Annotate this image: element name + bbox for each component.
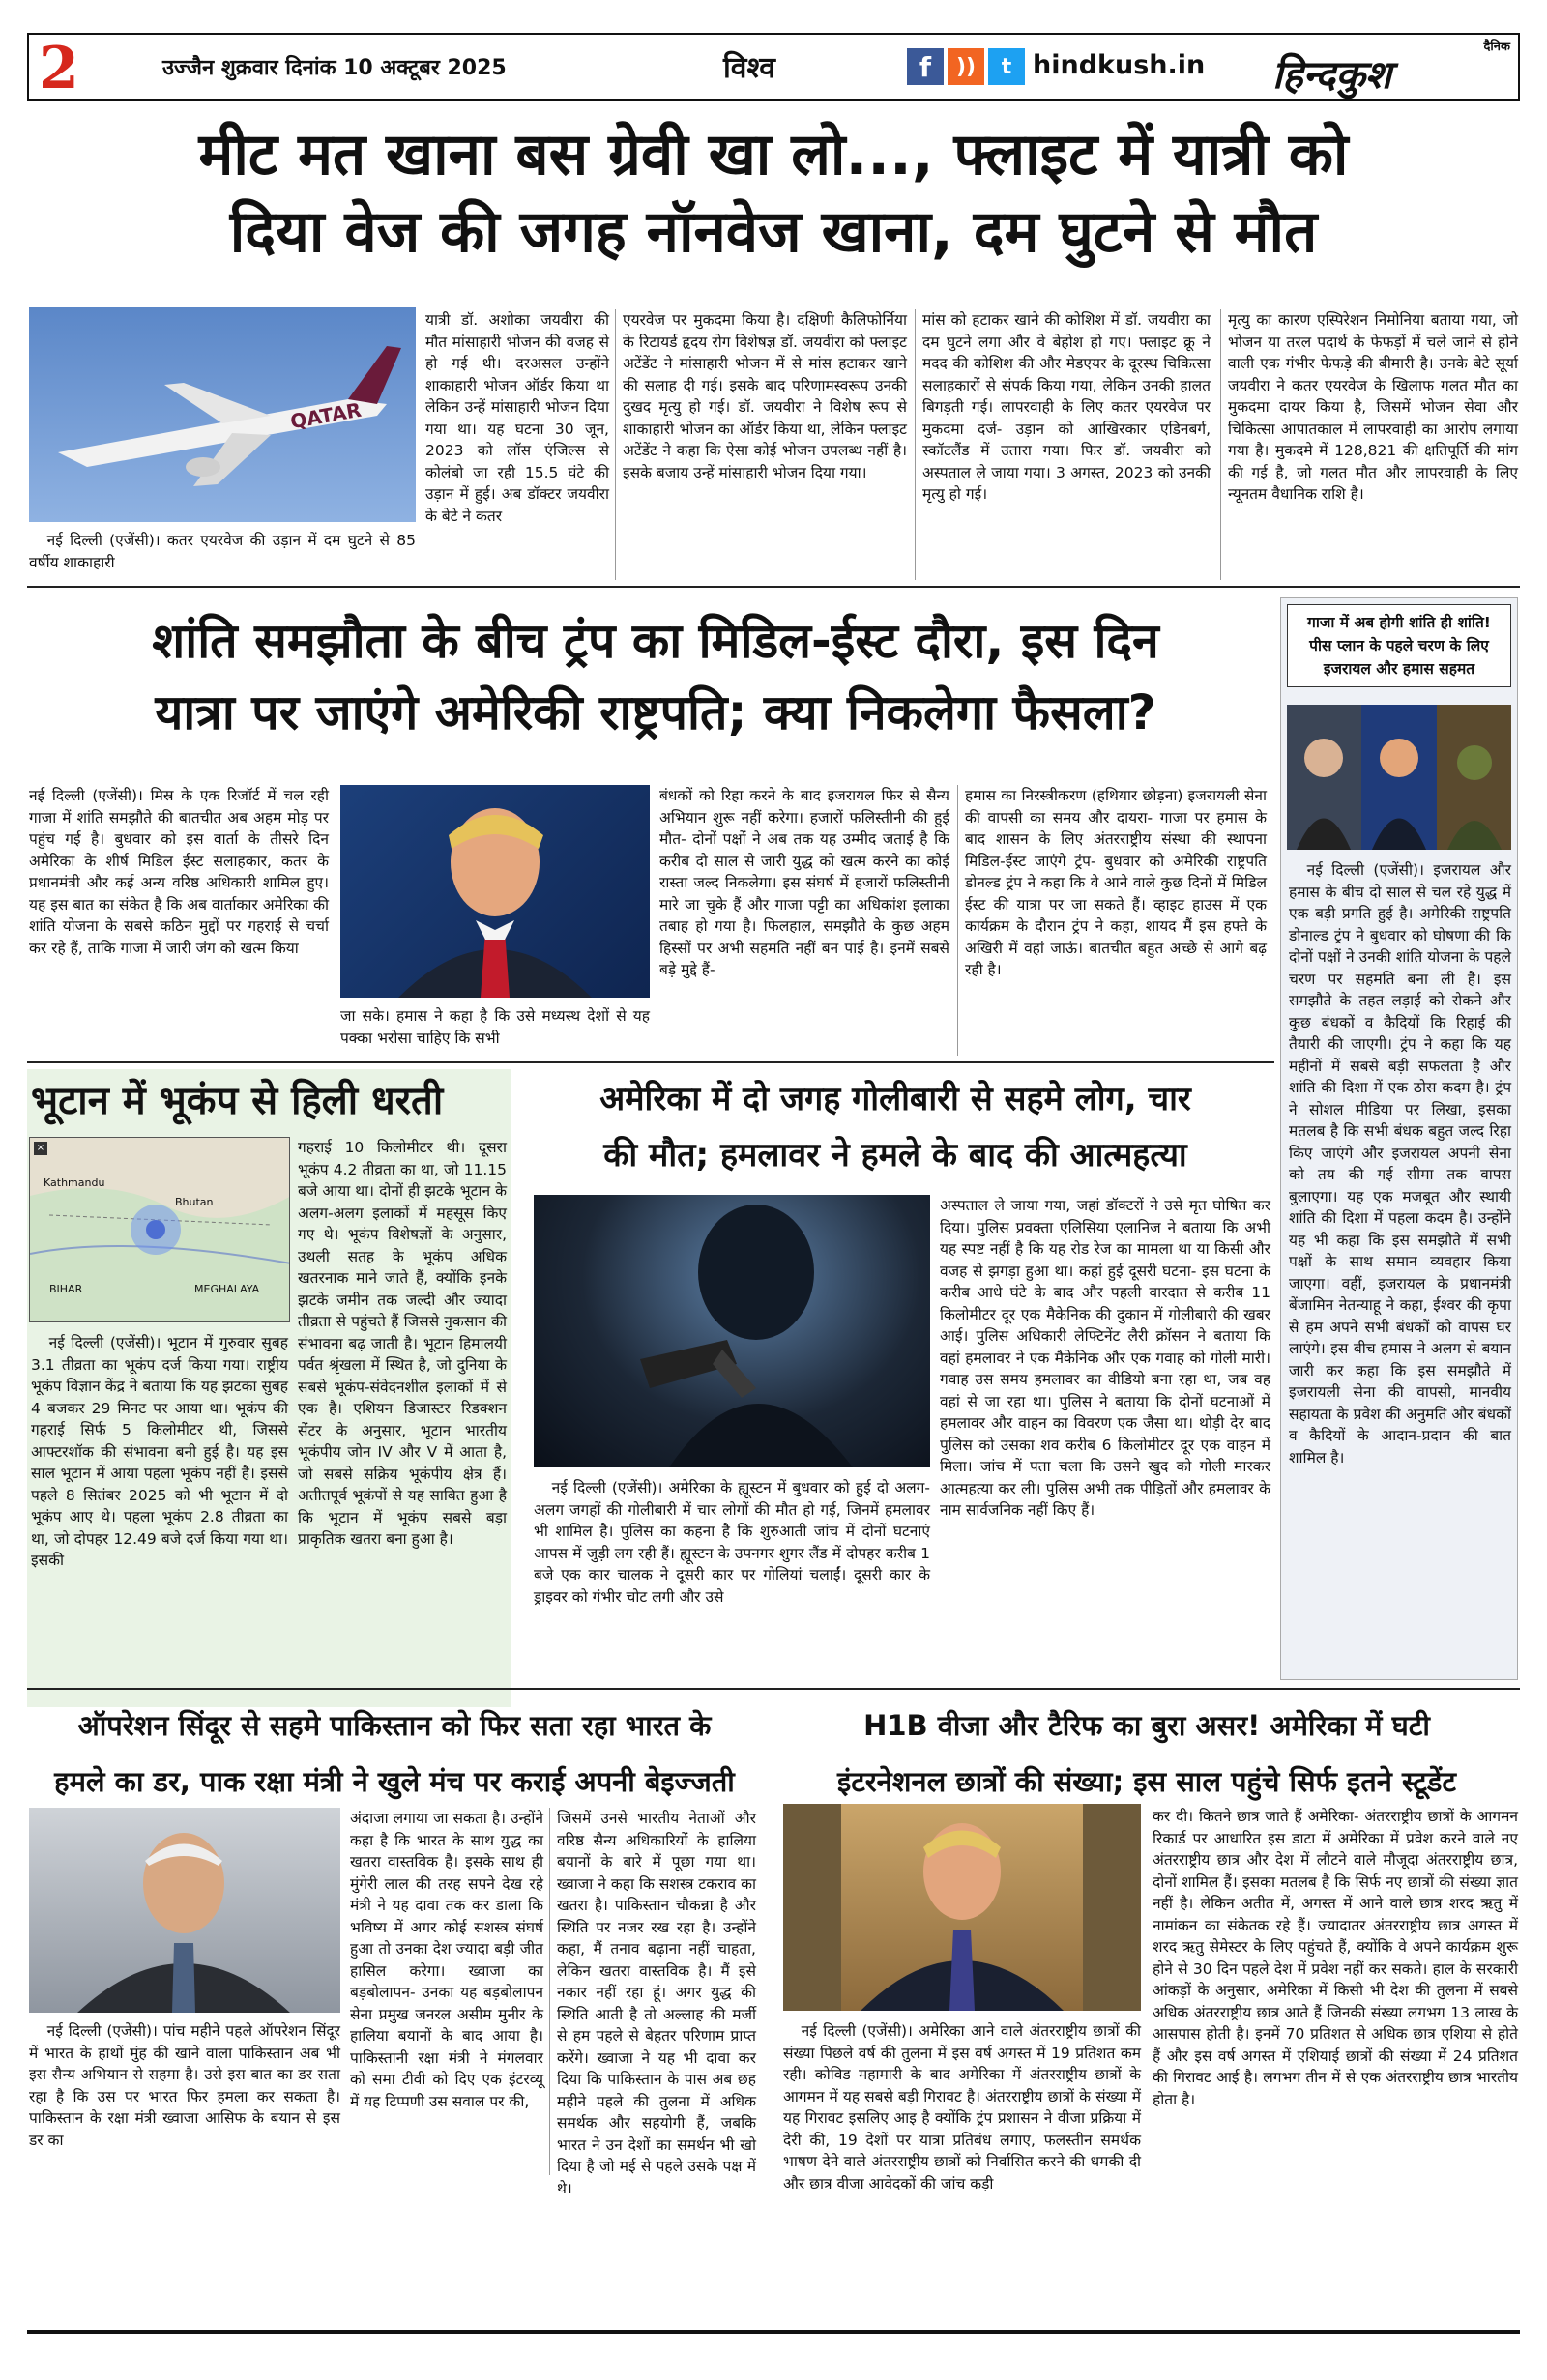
paper-logo <box>1261 35 1518 99</box>
story2-headline <box>27 605 1284 748</box>
masthead <box>27 29 1520 108</box>
col-rule <box>915 309 916 580</box>
col-rule <box>615 309 616 580</box>
story5-col1: नई दिल्ली (एजेंसी)। पांच महीने पहले ऑपरेशन सिंदूर में भारत के हाथों मुंह की खाने वाला पाकिस्तान अब भी इस सैन्य अभियान से सहमा है। उसे इस बात का डर सता रहा है कि उस पर भारत फिर हमला कर सकता है। पाकिस्तान के रक्षा मंत्री ख्वाजा आसिफ के बयान से इस डर का <box>29 2022 340 2149</box>
qatar-plane-photo <box>29 307 416 522</box>
sidebar-headline-line3: इजरायल और हमास सहमत <box>1323 660 1475 678</box>
bottom-rule <box>27 2330 1520 2334</box>
shehbaz-photo <box>29 1808 340 2013</box>
paper-name: हिन्दकुश <box>1272 52 1392 98</box>
story1-col2: यात्री डॉ. अशोका जयवीरा की मौत मांसाहारी भोजन की वजह से हो गई थी। दरअसल उन्होंने शाकाहारी भोजन ऑर्डर किया था लेकिन उन्हें मांसाहारी भोजन दिया गया था। यह घटना 30 जून, 2023 को लॉस एंजिल्स से कोलंबो जा रही 15.5 घंटे की उड़ान में हुई। अब डॉक्टर जयवीरा के बेटे ने कतर <box>425 311 609 525</box>
story1-headline-line1: मीट मत खाना बस ग्रेवी खा लो..., फ्लाइट में यात्री को <box>198 121 1349 189</box>
story5-col3: जिसमें उनसे भारतीय नेताओं और वरिष्ठ सैन्य अधिकारियों के हालिया बयानों के बारे में पूछा गया था। ख्वाजा ने कहा कि सशस्त्र टकराव का खतरा है। पाकिस्तान चौकन्ना है और स्थिति पर नजर रख रहा है। उन्होंने कहा, मैं तनाव बढ़ाना नहीं चाहता, लेकिन खतरा वास्तविक है। मैं इसे नकार नहीं रहा हूं। अगर युद्ध की स्थिति आती है तो अल्लाह की मर्जी से हम पहले से बेहतर परिणाम प्राप्त करेंगे। ख्वाजा ने यह भी दावा कर दिया कि पाकिस्तान के पास अब छह महीने पहले की तुलना में अधिक समर्थक और सहयोगी हैं, जबकि भारत ने उन देशों का समर्थन भी खो दिया है जो मई से पहले उसके पक्ष में थे। <box>557 1810 756 2197</box>
story6-headline-line2: इंटरनेशनल छात्रों की संख्या; इस साल पहुंचे सिर्फ इतने स्टूडेंट <box>836 1765 1457 1798</box>
website-link[interactable]: hindkush.in <box>1033 50 1206 80</box>
section-divider <box>27 1688 1520 1690</box>
story5-col2: अंदाजा लगाया जा सकता है। उन्होंने कहा है कि भारत के साथ युद्ध का खतरा वास्तविक है। इसके साथ ही मुंगेरी लाल की तरह सपने देख रहे मंत्री ने यह दावा तक कर डाला कि भविष्य में अगर कोई सशस्त्र संघर्ष हुआ तो उनका देश ज्यादा बड़ी जीत हासिल करेगा। ख्वाजा का बड़बोलापन- उनका यह बड़बोलापन सेना प्रमुख जनरल असीम मुनीर के हालिया बयानों के बाद आया है। पाकिस्तानी रक्षा मंत्री ने मंगलवार को समा टीवी को दिए एक इंटरव्यू में यह टिप्पणी उस सवाल पर की, <box>350 1810 543 2110</box>
story2-col2: जा सके। हमास ने कहा है कि उसे मध्यस्थ देशों से यह पक्का भरोसा चाहिए कि सभी <box>340 1007 650 1047</box>
leaders-photo <box>1287 705 1511 850</box>
map-label-meghalaya: MEGHALAYA <box>194 1283 260 1295</box>
date-line: उज्जैन शुक्रवार दिनांक 10 अक्टूबर 2025 <box>162 56 507 80</box>
sidebar-headline <box>1287 604 1511 687</box>
sidebar-headline-line1: गाजा में अब होगी शांति ही शांति! <box>1307 614 1491 631</box>
rss-icon[interactable]: )) <box>948 48 984 85</box>
map-close-icon[interactable]: × <box>34 1142 47 1155</box>
trump-portrait <box>340 785 650 998</box>
trump-office-illustration <box>783 1804 1141 2011</box>
story2-col4: हमास का निरस्त्रीकरण (हथियार छोड़ना) इजरायली सेना की वापसी का समय और दायरा- गाजा पर हमास के बाद शासन के लिए अंतरराष्ट्रीय संस्था की स्थापना मिडिल-ईस्ट जाएंगे ट्रंप- बुधवार को अमेरिकी राष्ट्रपति डोनल्ड ट्रंप ने कहा कि वे आने वाले कुछ दिनों में मिडिल ईस्ट की यात्रा पर जा सकते हैं। व्हाइट हाउस में एक कार्यक्रम के दौरान ट्रंप ने कहा, शायद मैं इस हफ्ते के अखिरी में वहां जाऊं। बातचीत बहुत अच्छे से आगे बढ़ रही है। <box>965 787 1267 978</box>
story1-col3: एयरवेज पर मुकदमा किया है। दक्षिणी कैलिफोर्निया के रिटायर्ड हृदय रोग विशेषज्ञ डॉ. जयवीरा को फ्लाइट अटेंडेंट ने मांसाहारी भोजन में से मांस हटाकर खाने की सलाह दी गई। इसके बाद परिणामस्वरूप उनकी दुखद मृत्यु हो गई। डॉ. जयवीरा ने विशेष रूप से शाकाहारी भोजन का ऑर्डर किया था, लेकिन फ्लाइट अटेंडेंट ने कहा कि ऐसा कोई भोजन उपलब्ध नहीं है। इसके बजाय उन्हें मांसाहारी भोजन दिया गया। <box>623 311 907 481</box>
map-label-bhutan: Bhutan <box>175 1196 214 1208</box>
map-label-kathmandu: Kathmandu <box>44 1176 105 1189</box>
story5-headline <box>27 1698 762 1810</box>
story3-col2: गहराई 10 किलोमीटर थी। दूसरा भूकंप 4.2 तीव्रता का था, जो 11.15 बजे आया था। दोनों ही झटके भूटान के अलग-अलग इलाकों में महसूस किए गए थे। भूकंप विशेषज्ञों के अनुसार, उथली सतह के भूकंप अधिक खतरनाक माने जाते हैं, क्योंकि इनके झटके जमीन तक जल्दी और ज्यादा तीव्रता से पहुंचते हैं जिससे नुकसान की संभावना बढ़ जाती है। भूटान हिमालयी पर्वत श्रृंखला में स्थित है, जो दुनिया के सबसे भूकंप-संवेदनशील इलाकों में से एक है। एशियन डिजास्टर रिडक्शन सेंटर के अनुसार, भूटान भारतीय भूकंपीय जोन IV और V में आता है, जो सबसे सक्रिय भूकंपीय क्षेत्र हैं। अतीतपूर्व भूकंपों से यह साबित हुआ है कि भूटान में भूकंप सबसे बड़ा प्राकृतिक खतरा बना हुआ है। <box>298 1139 507 1548</box>
col-rule <box>957 785 958 1056</box>
story1-col1: नई दिल्ली (एजेंसी)। कतर एयरवेज की उड़ान में दम घुटने से 85 वर्षीय शाकाहारी <box>29 532 416 571</box>
gunman-illustration <box>534 1195 930 1467</box>
paper-small: दैनिक <box>1483 40 1510 54</box>
story3-headline: भूटान में भूकंप से हिली धरती <box>31 1079 444 1123</box>
social-icons <box>907 48 1025 85</box>
story6-headline <box>774 1698 1520 1810</box>
leaders-collage <box>1287 705 1511 850</box>
story4-headline-line1: अमेरिका में दो जगह गोलीबारी से सहमे लोग, चार <box>599 1080 1191 1118</box>
story2-headline-line2: यात्रा पर जाएंगे अमेरिकी राष्ट्रपति; क्या निकलेगा फैसला? <box>155 684 1156 740</box>
story4-headline-line2: की मौत; हमलावर ने हमले के बाद की आत्महत्या <box>603 1136 1187 1175</box>
minister-portrait <box>29 1808 340 2013</box>
story6-col2: कर दी। कितने छात्र जाते हैं अमेरिका- अंतरराष्ट्रीय छात्रों के आगमन रिकार्ड पर आधारित इस डाटा में अमेरिका में प्रवेश करने वाले नए अंतरराष्ट्रीय छात्र और देश में लौटने वाले मौजूदा अंतरराष्ट्रीय छात्र, दोनों शामिल हैं। इसका मतलब है कि सिर्फ नए छात्रों की संख्या ज्ञात नहीं है। लेकिन अतीत में, अगस्त में आने वाले छात्र शरद ऋतु में नामांकन का संकेतक रहे हैं। ज्यादातर अंतरराष्ट्रीय छात्र अगस्त में शरद ऋतु सेमेस्टर के लिए पहुंचते हैं, क्योंकि वे अपने कार्यक्रम शुरू होने से 30 दिन पहले देश में प्रवेश नहीं कर सकते। हाल के सरकारी आंकड़ों के अनुसार, अमेरिका में किसी भी देश की तुलना में सबसे अधिक अंतरराष्ट्रीय छात्र आते हैं जिनकी संख्या लगभग 13 लाख के आसपास होती है। इनमें 70 प्रतिशत से अधिक छात्र एशिया से होते हैं और इस वर्ष अगस्त में एशियाई छात्रों की संख्या में 24 प्रतिशत की गिरावट आई है। लगभग तीन में से एक अंतरराष्ट्रीय छात्र भारतीय होता है। <box>1153 1808 1518 2108</box>
map-label-bihar: BIHAR <box>49 1283 83 1295</box>
story2-headline-line1: शांति समझौता के बीच ट्रंप का मिडिल-ईस्ट दौरा, इस दिन <box>152 613 1159 669</box>
page-number: 2 <box>39 35 79 102</box>
gunman-photo <box>534 1195 930 1467</box>
story1-col5: मृत्यु का कारण एस्पिरेशन निमोनिया बताया गया, जो भोजन या तरल पदार्थ के फेफड़ों में चले जाने से होने वाली एक गंभीर फेफड़े की बीमारी है। उनके बेटे सूर्या जयवीरा ने कतर एयरवेज के खिलाफ गलत मौत का मुकदमा दायर किया है, जिसमें भोजन सेवा और चिकित्सा आपातकाल में लापरवाही का आरोप लगाया गया है। मुकदमे में 128,821 की क्षतिपूर्ति की मांग की गई है, जो गलत मौत और लापरवाही के लिए न्यूनतम वैधानिक राशि है। <box>1228 311 1518 503</box>
story6-headline-line1: H1B वीजा और टैरिफ का बुरा असर! अमेरिका में घटी <box>863 1709 1430 1742</box>
story2-col3: बंधकों को रिहा करने के बाद इजरायल फिर से सैन्य अभियान शुरू नहीं करेगा। हजारों फलिस्तीनी की हुई मौत- दोनों पक्षों ने अब तक यह उम्मीद जताई है कि करीब दो साल से जारी युद्ध को खत्म करने का कोई रास्ता जल्द निकलेगा। इस संघर्ष में हजारों फलिस्तीनी मारे जा चुके हैं और गाजा पट्टी का अधिकांश इलाका तबाह हो गया है। फिलहाल, समझौते के कुछ अहम हिस्सों पर अभी सहमति नहीं बन पाई है। इनमें सबसे बड़े मुद्दे हैं- <box>659 787 949 978</box>
twitter-icon[interactable]: t <box>988 48 1025 85</box>
story1-headline <box>27 116 1520 271</box>
trump-oval-office-photo <box>783 1804 1141 2011</box>
story5-headline-line2: हमले का डर, पाक रक्षा मंत्री ने खुले मंच पर कराई अपनी बेइज्जती <box>54 1765 735 1798</box>
story5-headline-line1: ऑपरेशन सिंदूर से सहमे पाकिस्तान को फिर सता रहा भारत के <box>77 1709 712 1742</box>
facebook-icon[interactable]: f <box>907 48 944 85</box>
story3-col1: नई दिल्ली (एजेंसी)। भूटान में गुरुवार सुबह 3.1 तीव्रता का भूकंप दर्ज किया गया। राष्ट्रीय भूकंप विज्ञान केंद्र ने बताया कि यह झटका सुबह 4 बजकर 29 मिनट पर आया था। भूकंप की गहराई सिर्फ 5 किलोमीटर थी, जिससे आफ्टरशॉक की संभावना बनी हुई है। यह इस साल भूटान में आया पहला भूकंप नहीं है। इससे पहले 8 सितंबर 2025 को भी भूटान में दो भूकंप आए थे। पहला भूकंप 2.8 तीव्रता का था, जो दोपहर 12.49 बजे दर्ज किया गया था। इसकी <box>31 1334 288 1569</box>
bhutan-map <box>29 1137 290 1322</box>
story2-col1: नई दिल्ली (एजेंसी)। मिस्र के एक रिजॉर्ट में चल रही गाजा में शांति समझौते की बातचीत अब अहम मोड़ पर पहुंच गई है। बुधवार को इस वार्ता के तीसरे दिन अमेरिका के शीर्ष मिडिल ईस्ट सलाहकार, कतर के प्रधानमंत्री और कई अन्य वरिष्ठ अधिकारी शामिल हुए। यह इस बात का संकेत है कि अब वार्ताकार अमेरिका की शांति योजना के सबसे कठिन मुद्दों पर गहराई से चर्चा कर रहे हैं, ताकि गाजा में जारी जंग को खत्म किया <box>29 787 329 957</box>
trump-photo <box>340 785 650 998</box>
story4-col1: नई दिल्ली (एजेंसी)। अमेरिका के ह्यूस्टन में बुधवार को हुई दो अलग-अलग जगहों की गोलीबारी में चार लोगों की मौत हो गई, जिनमें हमलावर भी शामिल है। पुलिस का कहना है कि शुरुआती जांच में दोनों घटनाएं आपस में जुड़ी लग रही हैं। ह्यूस्टन के उपनगर शुगर लैंड में दोपहर करीब 1 बजे एक कार चालक ने दूसरी कार पर गोलियां चलाईं। दूसरी कार के ड्राइवर को गंभीर चोट लगी और उसे <box>534 1479 930 1606</box>
story1-col4: मांस को हटाकर खाने की कोशिश में डॉ. जयवीरा का दम घुटने लगा और वे बेहोश हो गए। फ्लाइट क्रू ने मदद की कोशिश की और मेडएयर के दूरस्थ चिकित्सा सलाहकारों से संपर्क किया गया, लेकिन उनकी हालत बिगड़ती गई। लापरवाही के लिए कतर एयरवेज पर मुकदमा दर्ज- उड़ान को आखिरकार एडिनबर्ग, स्कॉटलैंड में उतारा गया। फिर डॉ. जयवीरा को अस्पताल ले जाया गया। 3 अगस्त, 2023 को उनकी मृत्यु हो गई। <box>922 311 1211 503</box>
section-divider <box>27 1061 1274 1063</box>
story4-headline <box>518 1071 1272 1183</box>
col-rule <box>1220 309 1221 580</box>
col-rule <box>549 1808 550 2175</box>
sidebar-box <box>1280 597 1518 1680</box>
sidebar-headline-line2: पीस प्लान के पहले चरण के लिए <box>1309 637 1489 654</box>
story4-col2: अस्पताल ले जाया गया, जहां डॉक्टरों ने उसे मृत घोषित कर दिया। पुलिस प्रवक्ता एलिसिया एलानिज ने बताया कि अभी यह स्पष्ट नहीं है कि यह रोड रेज का मामला था या किसी और वजह से झगड़ा हुआ था। कहां हुई दूसरी घटना- इस घटना के करीब आधे घंटे के बाद और पहली वारदात से करीब 11 किलोमीटर दूर एक मैकेनिक की दुकान में गोलीबारी की खबर आई। पुलिस अधिकारी लेफ्टिनेंट लैरी क्रॉसन ने बताया कि वहां हमलावर ने एक मैकेनिक और एक गवाह को गोली मारी। गवाह उस समय हमलावर का वीडियो बना रहा था, जब वह वहां से जा रहा था। पुलिस ने बताया कि दोनों घटनाओं में हमलावर और वाहन का विवरण एक जैसा था। थोड़ी देर बाद पुलिस को उसका शव करीब 6 किलोमीटर दूर एक वाहन में मिला। जांच में पता चला कि उसने खुद को गोली मारकर आत्महत्या कर ली। पुलिस अभी तक पीड़ितों और हमलावर के नाम सार्वजनिक नहीं किए हैं। <box>940 1197 1270 1519</box>
story6-col1: नई दिल्ली (एजेंसी)। अमेरिका आने वाले अंतरराष्ट्रीय छात्रों की संख्या पिछले वर्ष की तुलना में इस वर्ष अगस्त में 19 प्रतिशत कम रही। कोविड महामारी के बाद अमेरिका में अंतरराष्ट्रीय छात्रों के आगमन में यह सबसे बड़ी गिरावट है। अंतरराष्ट्रीय छात्रों के संख्या में यह गिरावट इसलिए आइ है क्योंकि ट्रंप प्रशासन ने वीजा प्रक्रिया में देरी की, 19 देशों पर यात्रा प्रतिबंध लगाए, फलस्तीन समर्थक भाषण देने वाले अंतरराष्ट्रीय छात्रों को निर्वासित करने की धमकी दी और छात्र वीजा आवेदकों की जांच कड़ी <box>783 2022 1141 2192</box>
section-title: विश्व <box>723 51 775 85</box>
qatar-label: QATAR <box>288 397 364 434</box>
section-divider <box>27 586 1520 588</box>
sidebar-body: नई दिल्ली (एजेंसी)। इजरायल और हमास के बीच दो साल से चल रहे युद्ध में एक बड़ी प्रगति हुई है। अमेरिकी राष्ट्रपति डोनाल्ड ट्रंप ने बुधवार को घोषणा की कि दोनों पक्षों ने उनकी शांति योजना के पहले चरण पर सहमति बना ली है। इस समझौते के तहत लड़ाई को रोकने और कुछ बंधकों व कैदियों कि रिहाई की तैयारी की जाएगी। ट्रंप ने कहा कि यह महीनों में सबसे बड़ी सफलता है और शांति की दिशा में एक ठोस कदम है। ट्रंप ने सोशल मीडिया पर लिखा, इसका मतलब है कि सभी बंधक बहुत जल्द रिहा किए जाएंगे और इजरायल अपनी सेना को तय की गई सीमा तक वापस बुलाएगा। यह एक मजबूत और स्थायी शांति की दिशा में पहला कदम है। उन्होंने यह भी कहा कि इस समझौते में सभी पक्षों के साथ समान व्यवहार किया जाएगा। वहीं, इजरायल के प्रधानमंत्री बेंजामिन नेतन्याहू ने कहा, ईश्वर की कृपा से हम अपने सभी बंधकों को वापस घर लाएंगे। इस बीच हमास ने अलग से बयान जारी कर कहा कि इस समझौते में इजरायली सेना की वापसी, मानवीय सहायता के प्रवेश की अनुमति और बंधकों व कैदियों के आदान-प्रदान की बात शामिल है। <box>1289 861 1511 1466</box>
story1-headline-line2: दिया वेज की जगह नॉनवेज खाना, दम घुटने से मौत <box>229 198 1318 266</box>
